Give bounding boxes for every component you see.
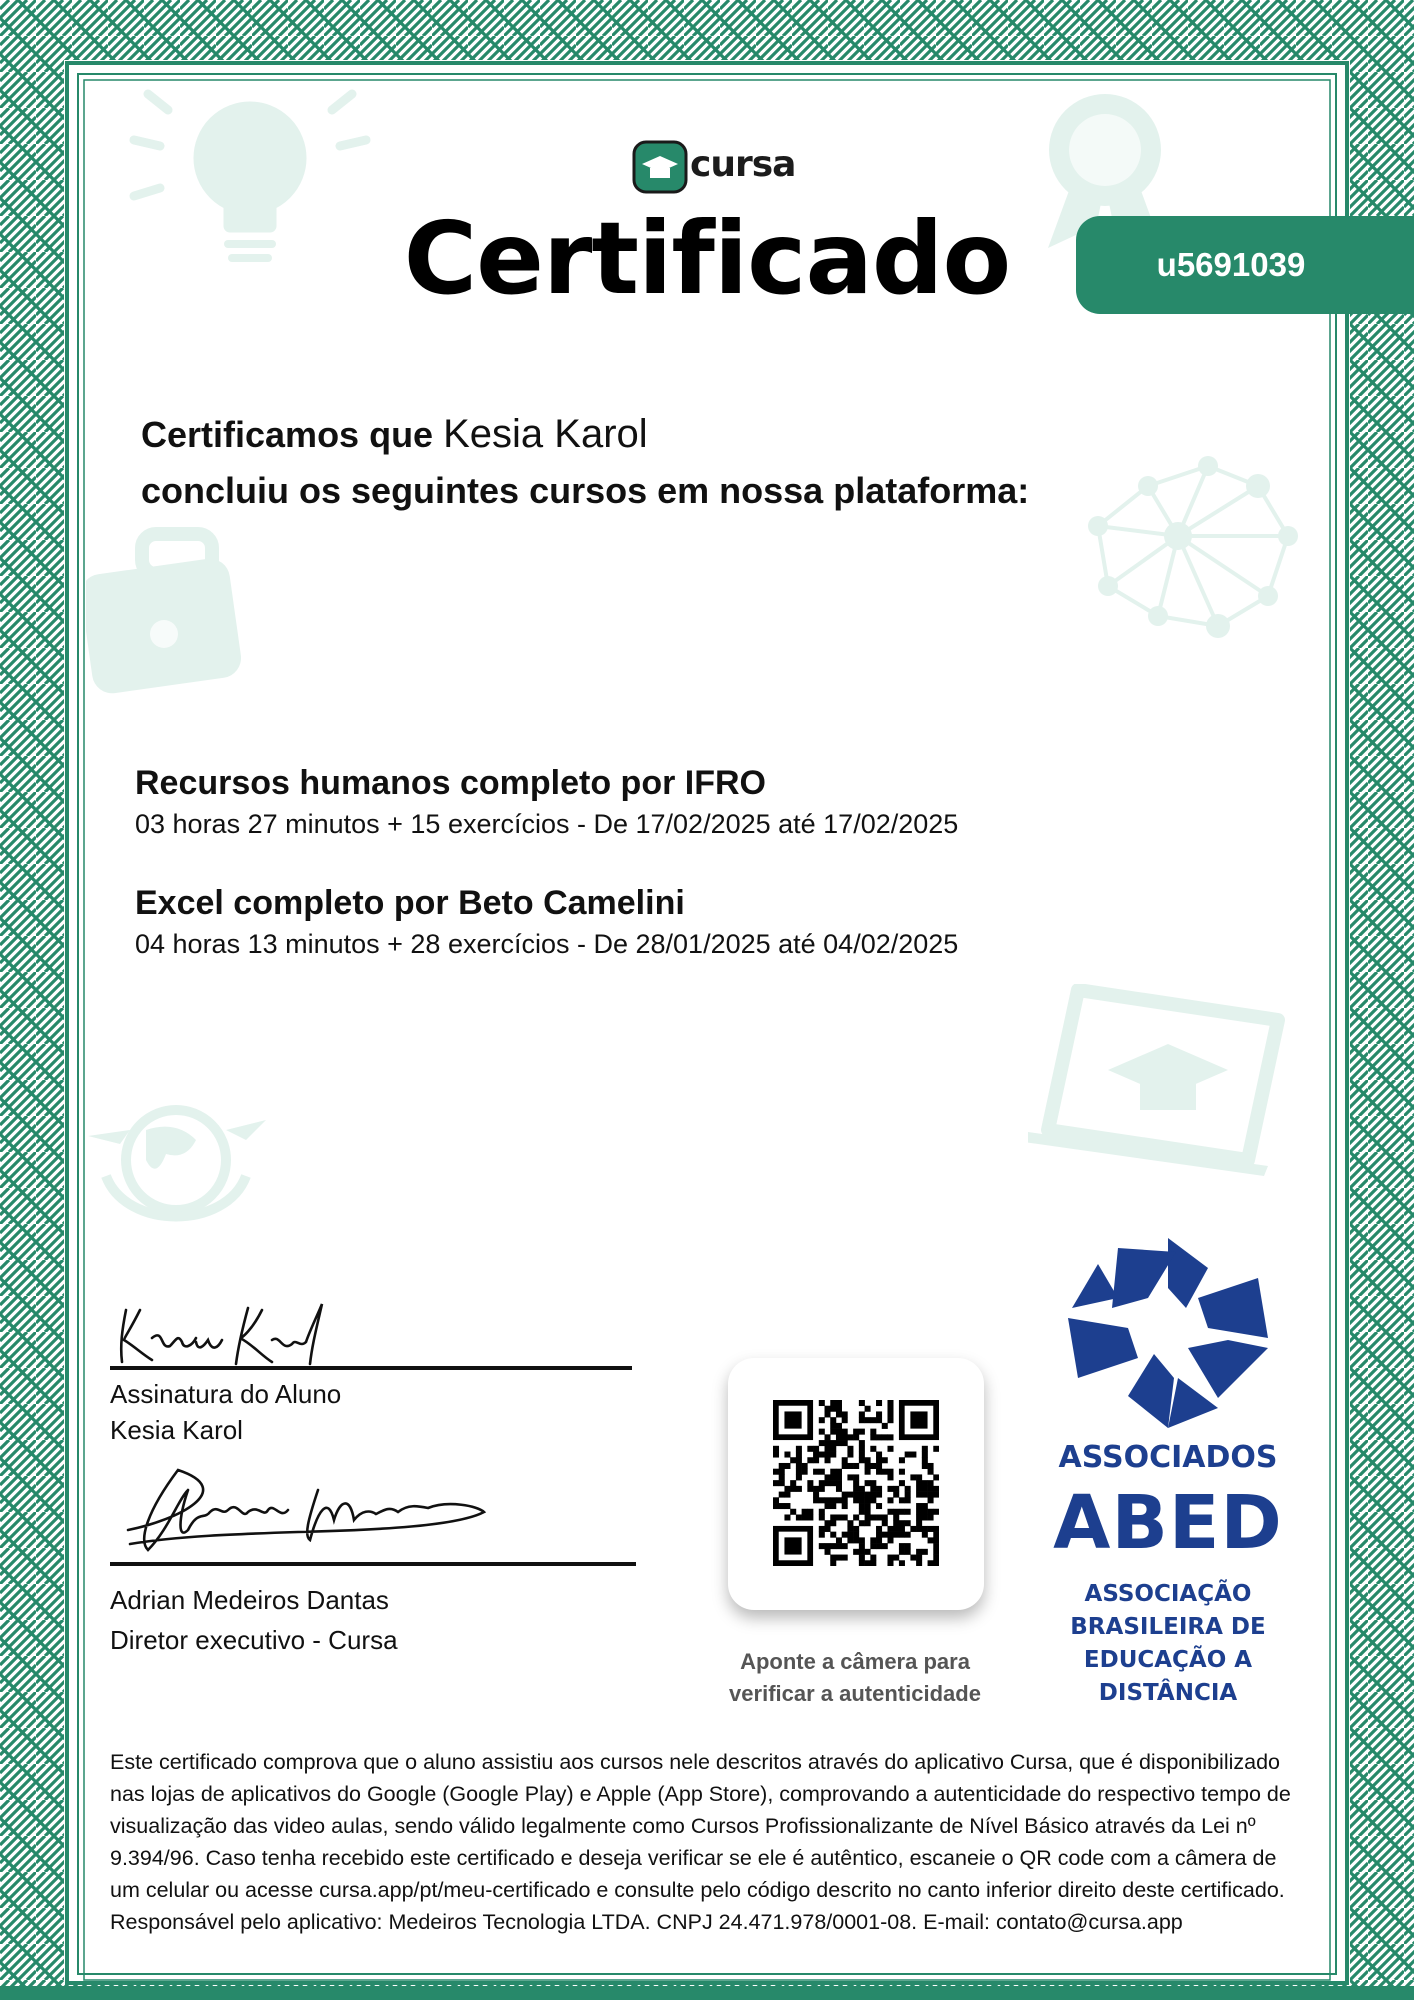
- course-details: 03 horas 27 minutos + 15 exercícios - De 17/02/2025 até 17/02/2025: [135, 809, 959, 839]
- briefcase-icon: [86, 526, 246, 706]
- abed-full-name: [1050, 1578, 1286, 1710]
- student-signature-block: [110, 1376, 341, 1448]
- globe-airplane-icon: [86, 1090, 266, 1230]
- course-details: 04 horas 13 minutos + 28 exercícios - De 28/01/2025 até 04/02/2025: [135, 929, 959, 959]
- abed-logo-icon: [1058, 1228, 1278, 1438]
- certificate-title: Certificado: [403, 200, 1011, 317]
- abed-line-3: EDUCAÇÃO A: [1083, 1647, 1253, 1673]
- abed-line-4: DISTÂNCIA: [1098, 1680, 1238, 1706]
- course-item: [135, 764, 958, 840]
- neural-network-icon: [1068, 446, 1308, 656]
- course-title: Excel completo por Beto Camelini: [135, 884, 685, 922]
- director-title: Diretor executivo - Cursa: [110, 1625, 398, 1655]
- legal-responsible: Responsável pelo aplicativo: Medeiros Tecnologia LTDA. CNPJ 24.471.978/0001-08. E-mail: contato@cursa.app: [110, 1910, 1183, 1934]
- course-item: [135, 884, 958, 960]
- student-signature-line: [110, 1366, 632, 1370]
- abed-line-2: BRASILEIRA DE: [1070, 1614, 1266, 1640]
- certificate-intro: [141, 406, 1029, 519]
- qr-code-card[interactable]: [728, 1358, 984, 1610]
- brand-name: cursa: [690, 144, 796, 185]
- intro-line-1: [141, 406, 1029, 463]
- student-signature-name: Kesia Karol: [110, 1415, 243, 1445]
- abed-line-1: ASSOCIAÇÃO: [1084, 1581, 1252, 1607]
- abed-acronym: ABED: [1053, 1480, 1283, 1566]
- director-signature: [118, 1450, 498, 1560]
- student-name: Kesia Karol: [443, 412, 648, 456]
- qr-caption-line-1: Aponte a câmera para: [740, 1649, 970, 1674]
- director-signature-line: [110, 1562, 636, 1566]
- student-signature-label: Assinatura do Aluno: [110, 1379, 342, 1409]
- abed-associates: ASSOCIADOS: [1058, 1440, 1278, 1475]
- director-signature-block: [110, 1580, 398, 1660]
- legal-text: Este certificado comprova que o aluno assistiu aos cursos nele descritos através do aplicativo Cursa, que é disponibilizado nas lojas de aplicativos do Google (Google Play) e Apple (App Store), comprovando a autenticidade do respectivo tempo de visualização das video aulas, sendo válido legalmente como Cursos Profissionalizante de Nível Básico através da Lei nº 9.394/96. Caso tenha recebido este certificado e deseja verificar se ele é autêntico, escaneie o QR code com a câmera de um celular ou acesse cursa.app/pt/meu-certificado e consulte pelo código descrito no canto inferior direito deste certificado.: [110, 1750, 1291, 1902]
- course-title: Recursos humanos completo por IFRO: [135, 764, 766, 802]
- intro-prefix: Certificamos que: [141, 414, 444, 455]
- qr-caption-line-2: verificar a autenticidade: [729, 1681, 981, 1706]
- legal-notice: [110, 1746, 1306, 1938]
- certificate-code: u5691039: [1156, 246, 1306, 283]
- intro-line-2: concluiu os seguintes cursos em nossa plataforma:: [141, 470, 1030, 511]
- laptop-graduation-icon: [1028, 984, 1288, 1184]
- qr-caption: [690, 1646, 1020, 1710]
- student-signature: [112, 1290, 332, 1370]
- qr-code-icon: [773, 1400, 939, 1566]
- director-name: Adrian Medeiros Dantas: [110, 1585, 389, 1615]
